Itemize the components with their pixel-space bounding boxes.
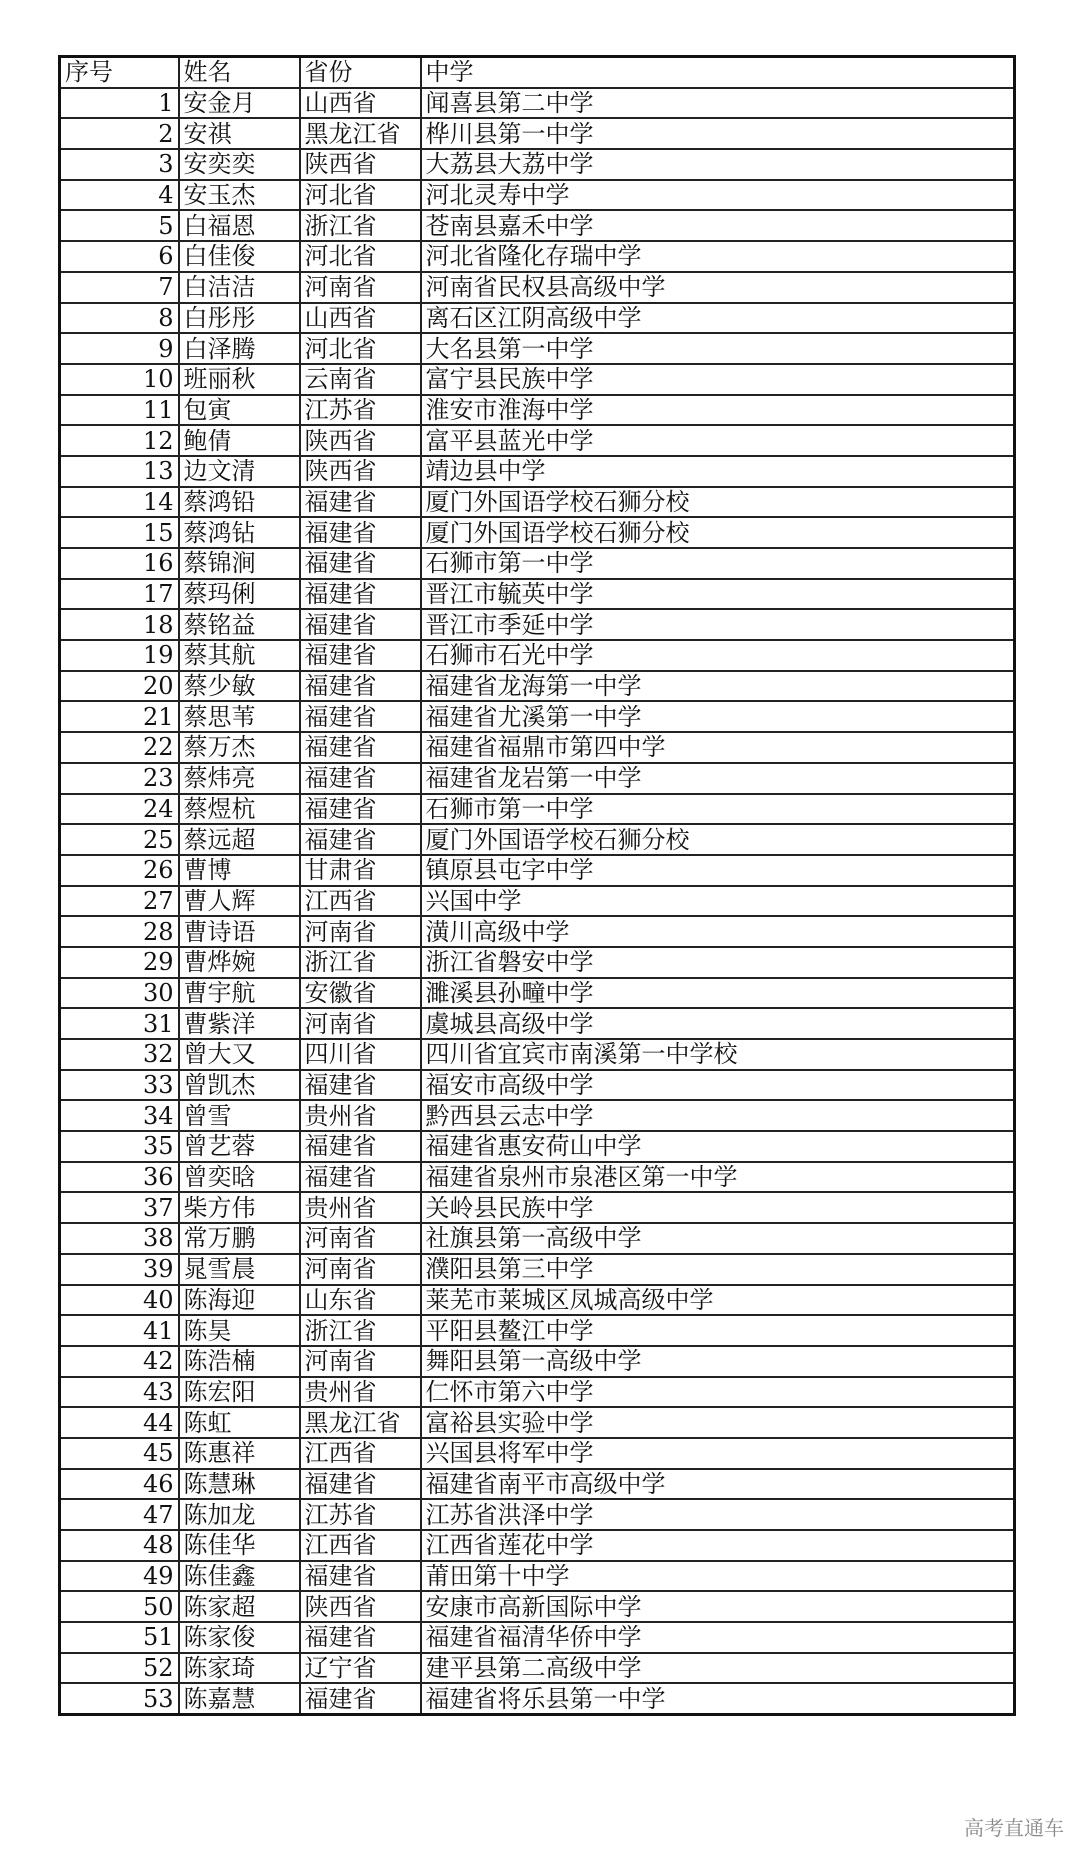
cell-serial-number: 24 xyxy=(60,794,179,825)
cell-name: 蔡少敏 xyxy=(179,671,300,702)
cell-name: 曾艺蓉 xyxy=(179,1131,300,1162)
cell-school: 濮阳县第三中学 xyxy=(421,1254,1015,1285)
cell-school: 福建省泉州市泉港区第一中学 xyxy=(421,1162,1015,1193)
cell-school: 江苏省洪泽中学 xyxy=(421,1499,1015,1530)
table-row xyxy=(60,180,1015,211)
cell-serial-number: 2 xyxy=(60,118,179,149)
cell-province: 山西省 xyxy=(300,88,421,119)
cell-province: 江西省 xyxy=(300,1438,421,1469)
cell-province: 福建省 xyxy=(300,487,421,518)
table-row xyxy=(60,1315,1015,1346)
table-row xyxy=(60,118,1015,149)
cell-name: 曹宇航 xyxy=(179,978,300,1009)
cell-province: 福建省 xyxy=(300,609,421,640)
cell-serial-number: 36 xyxy=(60,1162,179,1193)
cell-school: 潢川高级中学 xyxy=(421,916,1015,947)
table-row xyxy=(60,671,1015,702)
table-row xyxy=(60,1131,1015,1162)
cell-province: 福建省 xyxy=(300,701,421,732)
cell-school: 濉溪县孙疃中学 xyxy=(421,978,1015,1009)
table-row xyxy=(60,1008,1015,1039)
table-row xyxy=(60,978,1015,1009)
cell-name: 白洁洁 xyxy=(179,272,300,303)
cell-name: 白福恩 xyxy=(179,210,300,241)
cell-province: 江苏省 xyxy=(300,395,421,426)
table-row xyxy=(60,517,1015,548)
table-row xyxy=(60,794,1015,825)
table-row xyxy=(60,210,1015,241)
cell-serial-number: 7 xyxy=(60,272,179,303)
cell-province: 甘肃省 xyxy=(300,855,421,886)
cell-serial-number: 27 xyxy=(60,886,179,917)
cell-name: 包寅 xyxy=(179,395,300,426)
cell-school: 舞阳县第一高级中学 xyxy=(421,1346,1015,1377)
cell-province: 江苏省 xyxy=(300,1499,421,1530)
cell-name: 白佳俊 xyxy=(179,241,300,272)
table-row xyxy=(60,1530,1015,1561)
watermark-text: 高考直通车 xyxy=(964,1816,1064,1840)
cell-province: 浙江省 xyxy=(300,1315,421,1346)
cell-school: 桦川县第一中学 xyxy=(421,118,1015,149)
cell-school: 安康市高新国际中学 xyxy=(421,1591,1015,1622)
cell-school: 福建省南平市高级中学 xyxy=(421,1469,1015,1500)
cell-school: 河南省民权县高级中学 xyxy=(421,272,1015,303)
cell-name: 陈家俊 xyxy=(179,1622,300,1653)
cell-serial-number: 13 xyxy=(60,456,179,487)
cell-province: 河北省 xyxy=(300,180,421,211)
cell-name: 陈嘉慧 xyxy=(179,1683,300,1714)
cell-name: 陈虹 xyxy=(179,1407,300,1438)
cell-school: 富裕县实验中学 xyxy=(421,1407,1015,1438)
table-row xyxy=(60,855,1015,886)
cell-school: 厦门外国语学校石狮分校 xyxy=(421,517,1015,548)
cell-name: 白彤彤 xyxy=(179,303,300,334)
cell-school: 石狮市第一中学 xyxy=(421,794,1015,825)
table-header-row xyxy=(60,57,1015,88)
cell-school: 河北省隆化存瑞中学 xyxy=(421,241,1015,272)
cell-name: 陈佳鑫 xyxy=(179,1561,300,1592)
cell-serial-number: 33 xyxy=(60,1070,179,1101)
cell-school: 社旗县第一高级中学 xyxy=(421,1223,1015,1254)
cell-name: 曾奕晗 xyxy=(179,1162,300,1193)
cell-serial-number: 23 xyxy=(60,763,179,794)
cell-province: 陕西省 xyxy=(300,456,421,487)
cell-school: 浙江省磐安中学 xyxy=(421,947,1015,978)
cell-province: 黑龙江省 xyxy=(300,118,421,149)
cell-name: 安玉杰 xyxy=(179,180,300,211)
cell-school: 镇原县屯字中学 xyxy=(421,855,1015,886)
table-row xyxy=(60,1561,1015,1592)
cell-name: 曾凯杰 xyxy=(179,1070,300,1101)
cell-school: 福建省尤溪第一中学 xyxy=(421,701,1015,732)
table-row xyxy=(60,916,1015,947)
cell-name: 班丽秋 xyxy=(179,364,300,395)
cell-name: 柴方伟 xyxy=(179,1192,300,1223)
cell-name: 曹紫洋 xyxy=(179,1008,300,1039)
table-row xyxy=(60,824,1015,855)
cell-name: 蔡思苇 xyxy=(179,701,300,732)
cell-province: 陕西省 xyxy=(300,425,421,456)
cell-school: 淮安市淮海中学 xyxy=(421,395,1015,426)
cell-name: 蔡煜杭 xyxy=(179,794,300,825)
cell-name: 曹烨婉 xyxy=(179,947,300,978)
cell-serial-number: 30 xyxy=(60,978,179,1009)
table-row xyxy=(60,640,1015,671)
table-row xyxy=(60,1683,1015,1714)
table-row xyxy=(60,1438,1015,1469)
cell-serial-number: 47 xyxy=(60,1499,179,1530)
header-school: 中学 xyxy=(421,57,1015,88)
cell-province: 河北省 xyxy=(300,241,421,272)
table-row xyxy=(60,1070,1015,1101)
cell-name: 陈宏阳 xyxy=(179,1377,300,1408)
table-row xyxy=(60,1346,1015,1377)
cell-serial-number: 1 xyxy=(60,88,179,119)
cell-serial-number: 32 xyxy=(60,1039,179,1070)
cell-school: 兴国县将军中学 xyxy=(421,1438,1015,1469)
cell-school: 福建省将乐县第一中学 xyxy=(421,1683,1015,1714)
cell-serial-number: 15 xyxy=(60,517,179,548)
cell-school: 江西省莲花中学 xyxy=(421,1530,1015,1561)
table-row xyxy=(60,1622,1015,1653)
table-row xyxy=(60,579,1015,610)
cell-name: 蔡其航 xyxy=(179,640,300,671)
cell-province: 辽宁省 xyxy=(300,1653,421,1684)
cell-serial-number: 31 xyxy=(60,1008,179,1039)
cell-province: 江西省 xyxy=(300,1530,421,1561)
table-row xyxy=(60,1039,1015,1070)
cell-school: 福建省福清华侨中学 xyxy=(421,1622,1015,1653)
student-list-table xyxy=(58,55,1016,1716)
cell-province: 河南省 xyxy=(300,1223,421,1254)
cell-serial-number: 46 xyxy=(60,1469,179,1500)
table-row xyxy=(60,1285,1015,1316)
cell-name: 陈家超 xyxy=(179,1591,300,1622)
cell-province: 四川省 xyxy=(300,1039,421,1070)
table-row xyxy=(60,303,1015,334)
cell-serial-number: 34 xyxy=(60,1100,179,1131)
cell-school: 石狮市第一中学 xyxy=(421,548,1015,579)
table-row xyxy=(60,1377,1015,1408)
cell-serial-number: 49 xyxy=(60,1561,179,1592)
cell-name: 陈慧琳 xyxy=(179,1469,300,1500)
table-row xyxy=(60,1653,1015,1684)
cell-name: 陈昊 xyxy=(179,1315,300,1346)
table-row xyxy=(60,425,1015,456)
cell-school: 闻喜县第二中学 xyxy=(421,88,1015,119)
cell-name: 蔡玛俐 xyxy=(179,579,300,610)
cell-school: 晋江市季延中学 xyxy=(421,609,1015,640)
cell-serial-number: 25 xyxy=(60,824,179,855)
cell-province: 福建省 xyxy=(300,579,421,610)
cell-serial-number: 39 xyxy=(60,1254,179,1285)
cell-serial-number: 11 xyxy=(60,395,179,426)
table-row xyxy=(60,763,1015,794)
cell-name: 陈浩楠 xyxy=(179,1346,300,1377)
cell-serial-number: 48 xyxy=(60,1530,179,1561)
cell-school: 四川省宜宾市南溪第一中学校 xyxy=(421,1039,1015,1070)
cell-name: 曹诗语 xyxy=(179,916,300,947)
cell-school: 河北灵寿中学 xyxy=(421,180,1015,211)
table-row xyxy=(60,1254,1015,1285)
cell-school: 富宁县民族中学 xyxy=(421,364,1015,395)
table-row xyxy=(60,548,1015,579)
cell-province: 河南省 xyxy=(300,272,421,303)
cell-name: 白泽腾 xyxy=(179,333,300,364)
cell-school: 福安市高级中学 xyxy=(421,1070,1015,1101)
cell-serial-number: 37 xyxy=(60,1192,179,1223)
cell-name: 曹博 xyxy=(179,855,300,886)
cell-province: 河南省 xyxy=(300,1346,421,1377)
cell-province: 陕西省 xyxy=(300,1591,421,1622)
cell-name: 蔡鸿钻 xyxy=(179,517,300,548)
table-row xyxy=(60,701,1015,732)
table-row xyxy=(60,456,1015,487)
table-row xyxy=(60,272,1015,303)
cell-province: 贵州省 xyxy=(300,1100,421,1131)
cell-province: 福建省 xyxy=(300,1070,421,1101)
cell-name: 曾雪 xyxy=(179,1100,300,1131)
cell-name: 鲍倩 xyxy=(179,425,300,456)
cell-serial-number: 51 xyxy=(60,1622,179,1653)
table-row xyxy=(60,333,1015,364)
table-row xyxy=(60,947,1015,978)
cell-name: 安祺 xyxy=(179,118,300,149)
cell-province: 福建省 xyxy=(300,1162,421,1193)
table-row xyxy=(60,1162,1015,1193)
cell-name: 常万鹏 xyxy=(179,1223,300,1254)
cell-serial-number: 3 xyxy=(60,149,179,180)
cell-province: 山西省 xyxy=(300,303,421,334)
cell-serial-number: 9 xyxy=(60,333,179,364)
cell-serial-number: 4 xyxy=(60,180,179,211)
cell-province: 浙江省 xyxy=(300,947,421,978)
cell-serial-number: 50 xyxy=(60,1591,179,1622)
cell-province: 贵州省 xyxy=(300,1192,421,1223)
table-row xyxy=(60,395,1015,426)
cell-school: 莱芜市莱城区凤城高级中学 xyxy=(421,1285,1015,1316)
cell-serial-number: 26 xyxy=(60,855,179,886)
cell-school: 晋江市毓英中学 xyxy=(421,579,1015,610)
cell-name: 曹人辉 xyxy=(179,886,300,917)
cell-province: 福建省 xyxy=(300,824,421,855)
cell-serial-number: 41 xyxy=(60,1315,179,1346)
cell-serial-number: 6 xyxy=(60,241,179,272)
cell-name: 蔡远超 xyxy=(179,824,300,855)
cell-name: 蔡锦涧 xyxy=(179,548,300,579)
table-row xyxy=(60,609,1015,640)
cell-serial-number: 12 xyxy=(60,425,179,456)
cell-school: 靖边县中学 xyxy=(421,456,1015,487)
cell-province: 黑龙江省 xyxy=(300,1407,421,1438)
cell-name: 陈家琦 xyxy=(179,1653,300,1684)
cell-serial-number: 14 xyxy=(60,487,179,518)
cell-school: 虞城县高级中学 xyxy=(421,1008,1015,1039)
cell-province: 浙江省 xyxy=(300,210,421,241)
cell-province: 福建省 xyxy=(300,1622,421,1653)
cell-serial-number: 22 xyxy=(60,732,179,763)
cell-serial-number: 42 xyxy=(60,1346,179,1377)
table-row xyxy=(60,1591,1015,1622)
cell-serial-number: 17 xyxy=(60,579,179,610)
cell-province: 福建省 xyxy=(300,1561,421,1592)
cell-province: 山东省 xyxy=(300,1285,421,1316)
cell-name: 蔡万杰 xyxy=(179,732,300,763)
cell-province: 安徽省 xyxy=(300,978,421,1009)
table-row xyxy=(60,1100,1015,1131)
cell-province: 福建省 xyxy=(300,732,421,763)
cell-name: 蔡铭益 xyxy=(179,609,300,640)
cell-serial-number: 45 xyxy=(60,1438,179,1469)
cell-serial-number: 19 xyxy=(60,640,179,671)
cell-serial-number: 43 xyxy=(60,1377,179,1408)
cell-school: 大荔县大荔中学 xyxy=(421,149,1015,180)
table-row xyxy=(60,1192,1015,1223)
cell-school: 平阳县鳌江中学 xyxy=(421,1315,1015,1346)
cell-name: 陈加龙 xyxy=(179,1499,300,1530)
cell-school: 关岭县民族中学 xyxy=(421,1192,1015,1223)
table-row xyxy=(60,1223,1015,1254)
cell-province: 云南省 xyxy=(300,364,421,395)
cell-serial-number: 29 xyxy=(60,947,179,978)
cell-school: 苍南县嘉禾中学 xyxy=(421,210,1015,241)
cell-name: 陈惠祥 xyxy=(179,1438,300,1469)
cell-province: 福建省 xyxy=(300,1469,421,1500)
table-row xyxy=(60,732,1015,763)
cell-province: 江西省 xyxy=(300,886,421,917)
table-row xyxy=(60,241,1015,272)
cell-province: 福建省 xyxy=(300,794,421,825)
cell-school: 石狮市石光中学 xyxy=(421,640,1015,671)
cell-province: 河南省 xyxy=(300,1008,421,1039)
cell-school: 莆田第十中学 xyxy=(421,1561,1015,1592)
cell-school: 离石区江阴高级中学 xyxy=(421,303,1015,334)
cell-name: 边文清 xyxy=(179,456,300,487)
cell-province: 福建省 xyxy=(300,640,421,671)
header-name: 姓名 xyxy=(179,57,300,88)
cell-school: 厦门外国语学校石狮分校 xyxy=(421,824,1015,855)
cell-school: 福建省惠安荷山中学 xyxy=(421,1131,1015,1162)
cell-province: 河北省 xyxy=(300,333,421,364)
header-serial-number: 序号 xyxy=(60,57,179,88)
cell-serial-number: 18 xyxy=(60,609,179,640)
cell-serial-number: 40 xyxy=(60,1285,179,1316)
cell-school: 建平县第二高级中学 xyxy=(421,1653,1015,1684)
cell-school: 兴国中学 xyxy=(421,886,1015,917)
cell-school: 福建省龙海第一中学 xyxy=(421,671,1015,702)
cell-serial-number: 28 xyxy=(60,916,179,947)
cell-serial-number: 5 xyxy=(60,210,179,241)
cell-serial-number: 44 xyxy=(60,1407,179,1438)
cell-school: 富平县蓝光中学 xyxy=(421,425,1015,456)
cell-serial-number: 10 xyxy=(60,364,179,395)
cell-name: 蔡炜亮 xyxy=(179,763,300,794)
table-row xyxy=(60,364,1015,395)
cell-serial-number: 21 xyxy=(60,701,179,732)
table-row xyxy=(60,487,1015,518)
cell-name: 晁雪晨 xyxy=(179,1254,300,1285)
table-row xyxy=(60,1407,1015,1438)
header-province: 省份 xyxy=(300,57,421,88)
cell-name: 安金月 xyxy=(179,88,300,119)
cell-serial-number: 8 xyxy=(60,303,179,334)
cell-name: 陈佳华 xyxy=(179,1530,300,1561)
table-row xyxy=(60,1469,1015,1500)
cell-school: 厦门外国语学校石狮分校 xyxy=(421,487,1015,518)
cell-serial-number: 35 xyxy=(60,1131,179,1162)
cell-name: 陈海迎 xyxy=(179,1285,300,1316)
cell-province: 福建省 xyxy=(300,1683,421,1714)
table-row xyxy=(60,149,1015,180)
cell-school: 福建省龙岩第一中学 xyxy=(421,763,1015,794)
cell-serial-number: 52 xyxy=(60,1653,179,1684)
cell-province: 福建省 xyxy=(300,763,421,794)
cell-province: 福建省 xyxy=(300,548,421,579)
cell-name: 安奕奕 xyxy=(179,149,300,180)
cell-serial-number: 16 xyxy=(60,548,179,579)
cell-province: 福建省 xyxy=(300,517,421,548)
cell-name: 曾大又 xyxy=(179,1039,300,1070)
table-row xyxy=(60,88,1015,119)
cell-province: 福建省 xyxy=(300,1131,421,1162)
cell-province: 贵州省 xyxy=(300,1377,421,1408)
cell-school: 大名县第一中学 xyxy=(421,333,1015,364)
cell-province: 陕西省 xyxy=(300,149,421,180)
cell-province: 河南省 xyxy=(300,1254,421,1285)
cell-name: 蔡鸿铅 xyxy=(179,487,300,518)
table-body xyxy=(60,88,1015,1715)
cell-school: 黔西县云志中学 xyxy=(421,1100,1015,1131)
cell-serial-number: 38 xyxy=(60,1223,179,1254)
cell-school: 福建省福鼎市第四中学 xyxy=(421,732,1015,763)
cell-serial-number: 53 xyxy=(60,1683,179,1714)
table-row xyxy=(60,1499,1015,1530)
cell-serial-number: 20 xyxy=(60,671,179,702)
table-row xyxy=(60,886,1015,917)
cell-province: 河南省 xyxy=(300,916,421,947)
cell-province: 福建省 xyxy=(300,671,421,702)
cell-school: 仁怀市第六中学 xyxy=(421,1377,1015,1408)
